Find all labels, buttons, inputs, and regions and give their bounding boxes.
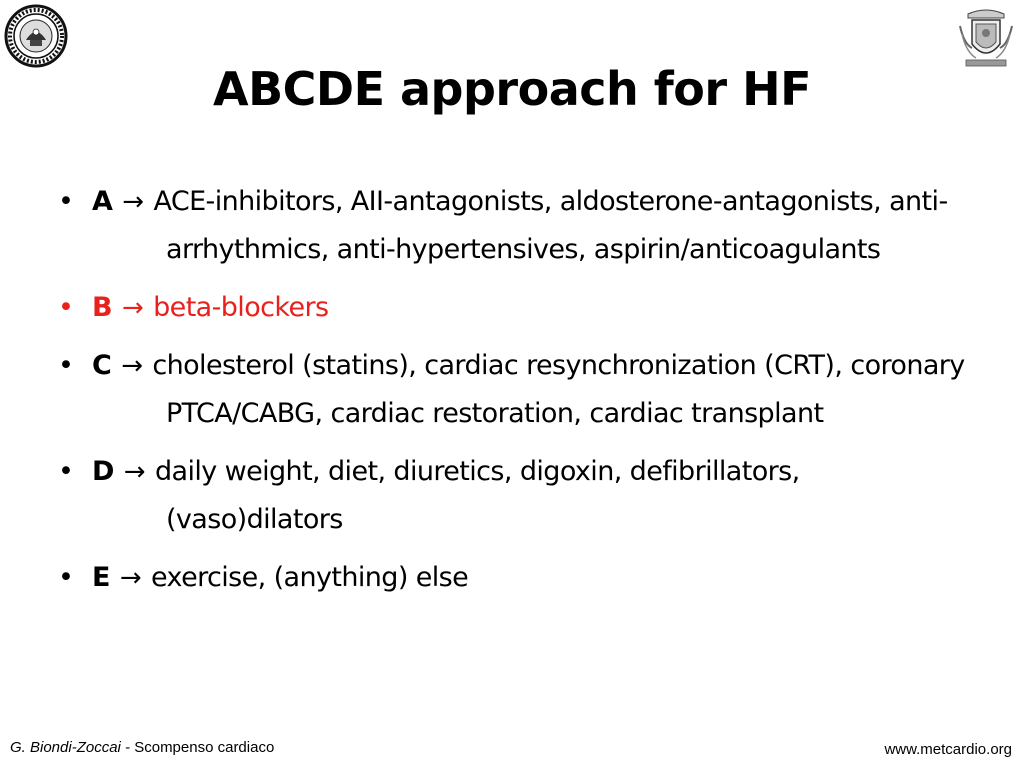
bullet-letter: B (92, 292, 112, 323)
bullet-text: daily weight, diet, diuretics, digoxin, defibrillators, (vaso)dilators (154, 456, 800, 535)
bullet-list (58, 178, 978, 612)
footer-subject: Scompenso cardiaco (134, 739, 275, 756)
bullet-letter: D (92, 456, 114, 487)
arrow-icon: → (123, 457, 145, 487)
arrow-icon: → (119, 563, 142, 593)
bullet-text: exercise, (anything) else (151, 562, 469, 593)
footer-website: www.metcardio.org (884, 741, 1012, 758)
bullet-item-d (58, 448, 978, 544)
bullet-item-a (58, 178, 978, 274)
bullet-item-e (58, 554, 978, 602)
bullet-glyph: • (58, 350, 74, 381)
bullet-glyph: • (58, 562, 74, 593)
bullet-text: ACE-inhibitors, AII-antagonists, aldosterone-antagonists, anti-arrhythmics, anti-hypertensives, aspirin/anticoagulants (153, 186, 948, 265)
arrow-icon: → (122, 187, 144, 217)
footer-author: G. Biondi-Zoccai - (10, 739, 131, 756)
arrow-icon: → (121, 293, 144, 323)
bullet-item-b (58, 284, 978, 332)
bullet-glyph: • (58, 186, 74, 217)
bullet-item-c (58, 342, 978, 438)
footer-credit (10, 739, 274, 756)
bullet-glyph: • (58, 456, 74, 487)
bullet-glyph: • (58, 292, 74, 323)
university-seal-icon (4, 4, 68, 68)
bullet-letter: E (92, 562, 110, 593)
bullet-letter: C (92, 350, 112, 381)
arrow-icon: → (121, 351, 143, 381)
bullet-letter: A (92, 186, 113, 217)
slide-title: ABCDE approach for HF (212, 62, 812, 116)
bullet-text: beta-blockers (153, 292, 329, 323)
bullet-text: cholesterol (statins), cardiac resynchronization (CRT), coronary PTCA/CABG, cardiac restoration, cardiac transplant (152, 350, 965, 429)
